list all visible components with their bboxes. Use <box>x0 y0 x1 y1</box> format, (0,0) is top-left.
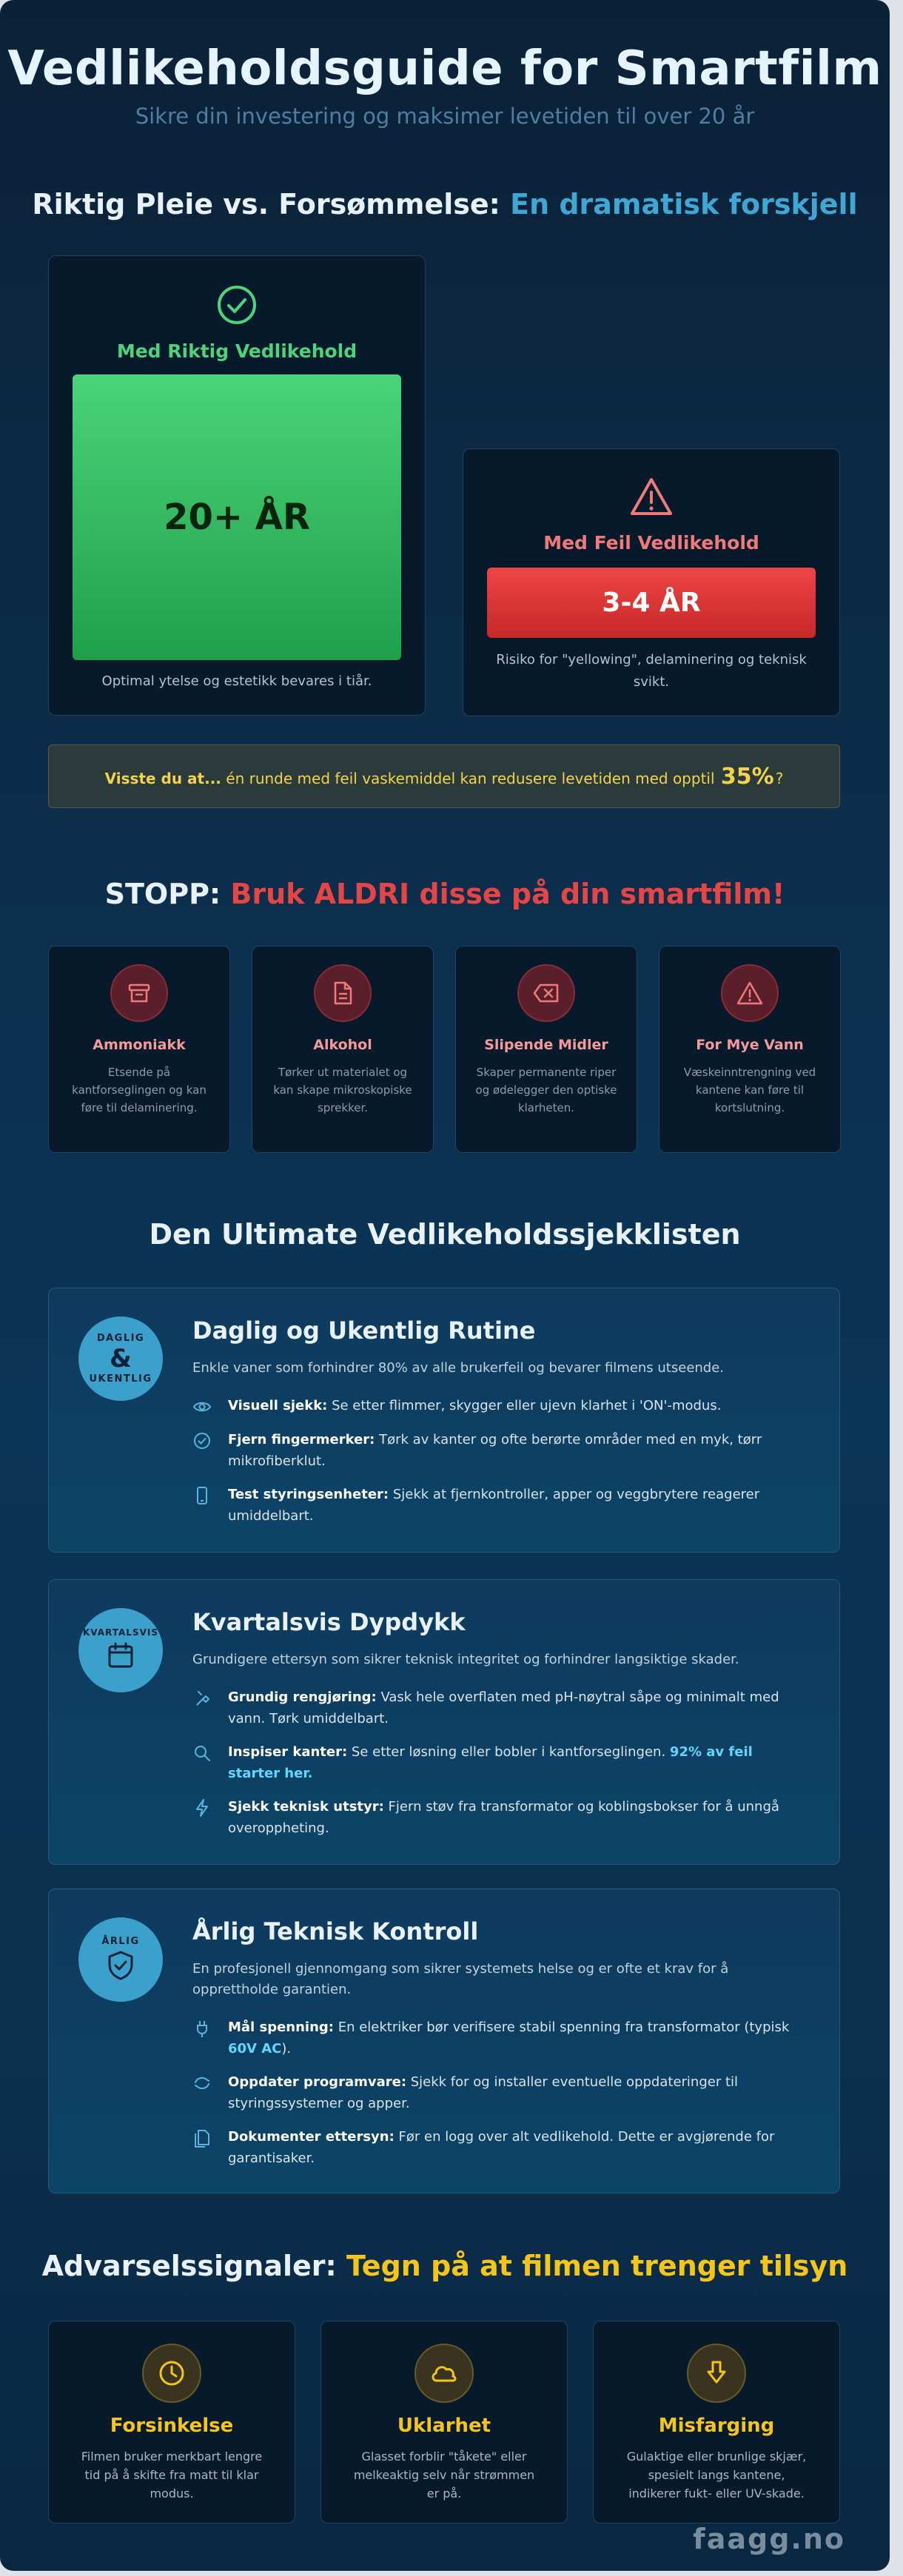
bad-maintenance-desc: Risiko for "yellowing", delaminering og teknisk svikt. <box>496 652 807 690</box>
yearly-item-text: En elektriker bør verifisere stabil spenning fra transformator (typisk <box>334 2020 790 2035</box>
stop-item-desc: Skaper permanente riper og ødelegger den optiske klarheten. <box>475 1066 617 1114</box>
quarterly-item-edges <box>192 1741 807 1784</box>
shield-check-icon <box>106 1950 135 1984</box>
good-maintenance-desc: Optimal ytelse og estetikk bevares i tiår. <box>101 673 372 689</box>
stop-card-abrasive <box>455 946 637 1153</box>
quarterly-item-text: Se etter løsning eller bobler i kantforseglingen. <box>347 1744 670 1760</box>
stop-card-alcohol <box>252 946 434 1153</box>
cloud-icon <box>414 2344 474 2403</box>
daily-item-label: Test styringsenheter: <box>228 1487 389 1502</box>
warnings-title <box>0 2250 890 2282</box>
warning-triangle-icon <box>629 476 674 520</box>
droplet-icon <box>687 2344 746 2403</box>
quarterly-badge <box>78 1608 163 1692</box>
bad-lifetime-box <box>487 568 816 638</box>
daily-badge <box>78 1316 163 1401</box>
warning-icon <box>721 964 779 1022</box>
stop-item-desc: Etsende på kantforseglingen og kan føre til delaminering. <box>72 1066 207 1114</box>
calendar-icon <box>106 1641 135 1673</box>
did-you-know-text: én runde med feil vaskemiddel kan redusere levetiden med opptil <box>226 769 715 787</box>
check-circle-icon <box>216 284 258 329</box>
daily-item-text: Sjekk at fjernkontroller, apper og veggbrytere reagerer umiddelbart. <box>228 1487 760 1524</box>
quarterly-item-text: Vask hele overflaten med pH-nøytral såpe og minimalt med vann. Tørk umiddelbart. <box>228 1689 779 1726</box>
page-title: Vedlikeholdsguide for Smartfilm <box>7 41 882 96</box>
quarterly-item-text: Fjern støv fra transformator og koblingsbokser for å unngå overoppheting. <box>228 1799 779 1836</box>
yearly-item-text: Før en logg over alt vedlikehold. Dette er avgjørende for garantisaker. <box>228 2129 775 2166</box>
stop-title-accent: Bruk ALDRI disse på din smartfilm! <box>230 878 785 910</box>
stop-card-water <box>659 946 841 1153</box>
stop-card-ammonia <box>48 946 230 1153</box>
daily-item-label: Visuell sjekk: <box>228 1398 328 1413</box>
daily-routine-card <box>48 1288 840 1553</box>
phone-icon <box>192 1486 212 1505</box>
bad-maintenance-label: Med Feil Vedlikehold <box>543 532 759 554</box>
clock-icon <box>142 2344 201 2403</box>
quarterly-badge-top: KVARTALSVIS <box>83 1627 158 1638</box>
quarterly-item-equipment <box>192 1796 807 1839</box>
daily-subtitle: Enkle vaner som forhindrer 80% av alle brukerfeil og bevarer filmens utseende. <box>192 1360 725 1376</box>
checklist-title: Den Ultimate Vedlikeholdssjekklisten <box>149 1218 741 1251</box>
comparison-title-accent: En dramatisk forskjell <box>510 188 858 221</box>
quarterly-item-cleaning <box>192 1686 807 1729</box>
quarterly-title: Kvartalsvis Dypdykk <box>192 1608 466 1636</box>
yearly-item-voltage <box>192 2017 807 2059</box>
warning-title: Uklarhet <box>397 2415 491 2437</box>
quarterly-subtitle: Grundigere ettersyn som sikrer teknisk integritet og forhindrer langsiktige skader. <box>192 1652 739 1667</box>
daily-item-visual <box>192 1395 807 1416</box>
yearly-card <box>48 1889 840 2193</box>
daily-item-text: Tørk av kanter og ofte berørte områder med en myk, tørr mikrofiberklut. <box>228 1432 762 1469</box>
good-maintenance-card <box>48 255 426 716</box>
yearly-item-highlight: 60V AC <box>228 2041 282 2057</box>
stop-title <box>0 878 890 910</box>
quarterly-card <box>48 1579 840 1865</box>
daily-badge-bottom: UKENTLIG <box>89 1373 152 1385</box>
stop-item-title: Ammoniakk <box>93 1037 186 1053</box>
daily-badge-amp: & <box>110 1344 132 1373</box>
page-subtitle: Sikre din investering og maksimer levetiden til over 20 år <box>135 104 755 129</box>
warning-desc: Gulaktige eller brunlige skjær, spesielt langs kantene, indikerer fukt- eller UV-skade. <box>626 2449 807 2501</box>
stop-item-title: For Mye Vann <box>696 1037 804 1053</box>
stop-item-desc: Væskeinntrengning ved kantene kan føre til kortslutning. <box>683 1066 816 1114</box>
stop-item-desc: Tørker ut materialet og kan skape mikroskopiske sprekker. <box>273 1066 412 1114</box>
quarterly-item-label: Sjekk teknisk utstyr: <box>228 1799 384 1815</box>
quarterly-item-label: Grundig rengjøring: <box>228 1689 377 1705</box>
daily-title: Daglig og Ukentlig Rutine <box>192 1316 536 1345</box>
yearly-item-software <box>192 2071 807 2114</box>
daily-item-text: Se etter flimmer, skygger eller ujevn klarhet i 'ON'-modus. <box>327 1398 722 1413</box>
yearly-title: Årlig Teknisk Kontroll <box>192 1917 479 1946</box>
yearly-badge <box>78 1917 163 2002</box>
eraser-icon <box>517 964 575 1022</box>
stop-item-title: Slipende Midler <box>484 1037 608 1053</box>
yearly-item-label: Mål spenning: <box>228 2020 334 2035</box>
yearly-item-document <box>192 2126 807 2169</box>
daily-item-fingerprints <box>192 1429 807 1472</box>
warning-desc: Glasset forblir "tåkete" eller melkeaktig selv når strømmen er på. <box>353 2449 535 2501</box>
warning-card-delay <box>48 2321 295 2523</box>
archive-icon <box>110 964 168 1022</box>
yearly-badge-top: ÅRLIG <box>101 1935 140 1947</box>
good-lifetime-value: 20+ ÅR <box>164 497 310 538</box>
spray-icon <box>192 1689 212 1708</box>
warning-card-haze <box>320 2321 568 2523</box>
comparison-title <box>0 188 890 221</box>
comparison-title-start: Riktig Pleie vs. Forsømmelse: <box>32 188 500 221</box>
warning-title: Forsinkelse <box>110 2415 234 2437</box>
good-maintenance-label: Med Riktig Vedlikehold <box>116 340 357 362</box>
stop-item-title: Alkohol <box>313 1037 372 1053</box>
yearly-subtitle: En profesjonell gjennomgang som sikrer systemets helse og er ofte et krav for å opprettholde garantien. <box>192 1961 729 1997</box>
bad-lifetime-value: 3-4 ÅR <box>602 588 701 618</box>
check-circle-icon <box>192 1431 212 1450</box>
yearly-item-tail: ). <box>281 2041 292 2057</box>
lightning-icon <box>192 1798 212 1817</box>
plug-icon <box>192 2019 212 2038</box>
did-you-know-banner <box>48 744 840 808</box>
file-copy-icon <box>192 2128 212 2148</box>
daily-badge-top: DAGLIG <box>96 1333 145 1344</box>
daily-item-label: Fjern fingermerker: <box>228 1432 375 1447</box>
eye-icon <box>192 1397 212 1416</box>
good-lifetime-box <box>73 374 401 660</box>
stop-title-start: STOPP: <box>104 878 221 910</box>
daily-item-controls <box>192 1484 807 1527</box>
warning-card-discoloration <box>593 2321 840 2523</box>
yearly-item-label: Dokumenter ettersyn: <box>228 2129 395 2145</box>
bad-maintenance-card <box>463 448 840 716</box>
quarterly-item-label: Inspiser kanter: <box>228 1744 348 1760</box>
refresh-icon <box>192 2074 212 2093</box>
quarterly-item-highlight: 92% av feil starter her. <box>228 1744 753 1781</box>
magnifier-icon <box>192 1743 212 1763</box>
warnings-title-start: Advarselssignaler: <box>41 2250 337 2282</box>
did-you-know-tail: ? <box>775 769 784 787</box>
warning-desc: Filmen bruker merkbart lengre tid på å skifte fra matt til klar modus. <box>81 2449 263 2501</box>
yearly-item-label: Oppdater programvare: <box>228 2074 407 2090</box>
warning-title: Misfarging <box>658 2415 775 2437</box>
did-you-know-percent: 35% <box>720 763 774 790</box>
did-you-know-lead: Visste du at... <box>104 769 221 787</box>
watermark-logo: faagg.no <box>693 2523 845 2555</box>
warnings-title-accent: Tegn på at filmen trenger tilsyn <box>346 2250 848 2282</box>
document-icon <box>314 964 372 1022</box>
yearly-item-text: Sjekk for og installer eventuelle oppdateringer til styringssystemer og apper. <box>228 2074 739 2111</box>
